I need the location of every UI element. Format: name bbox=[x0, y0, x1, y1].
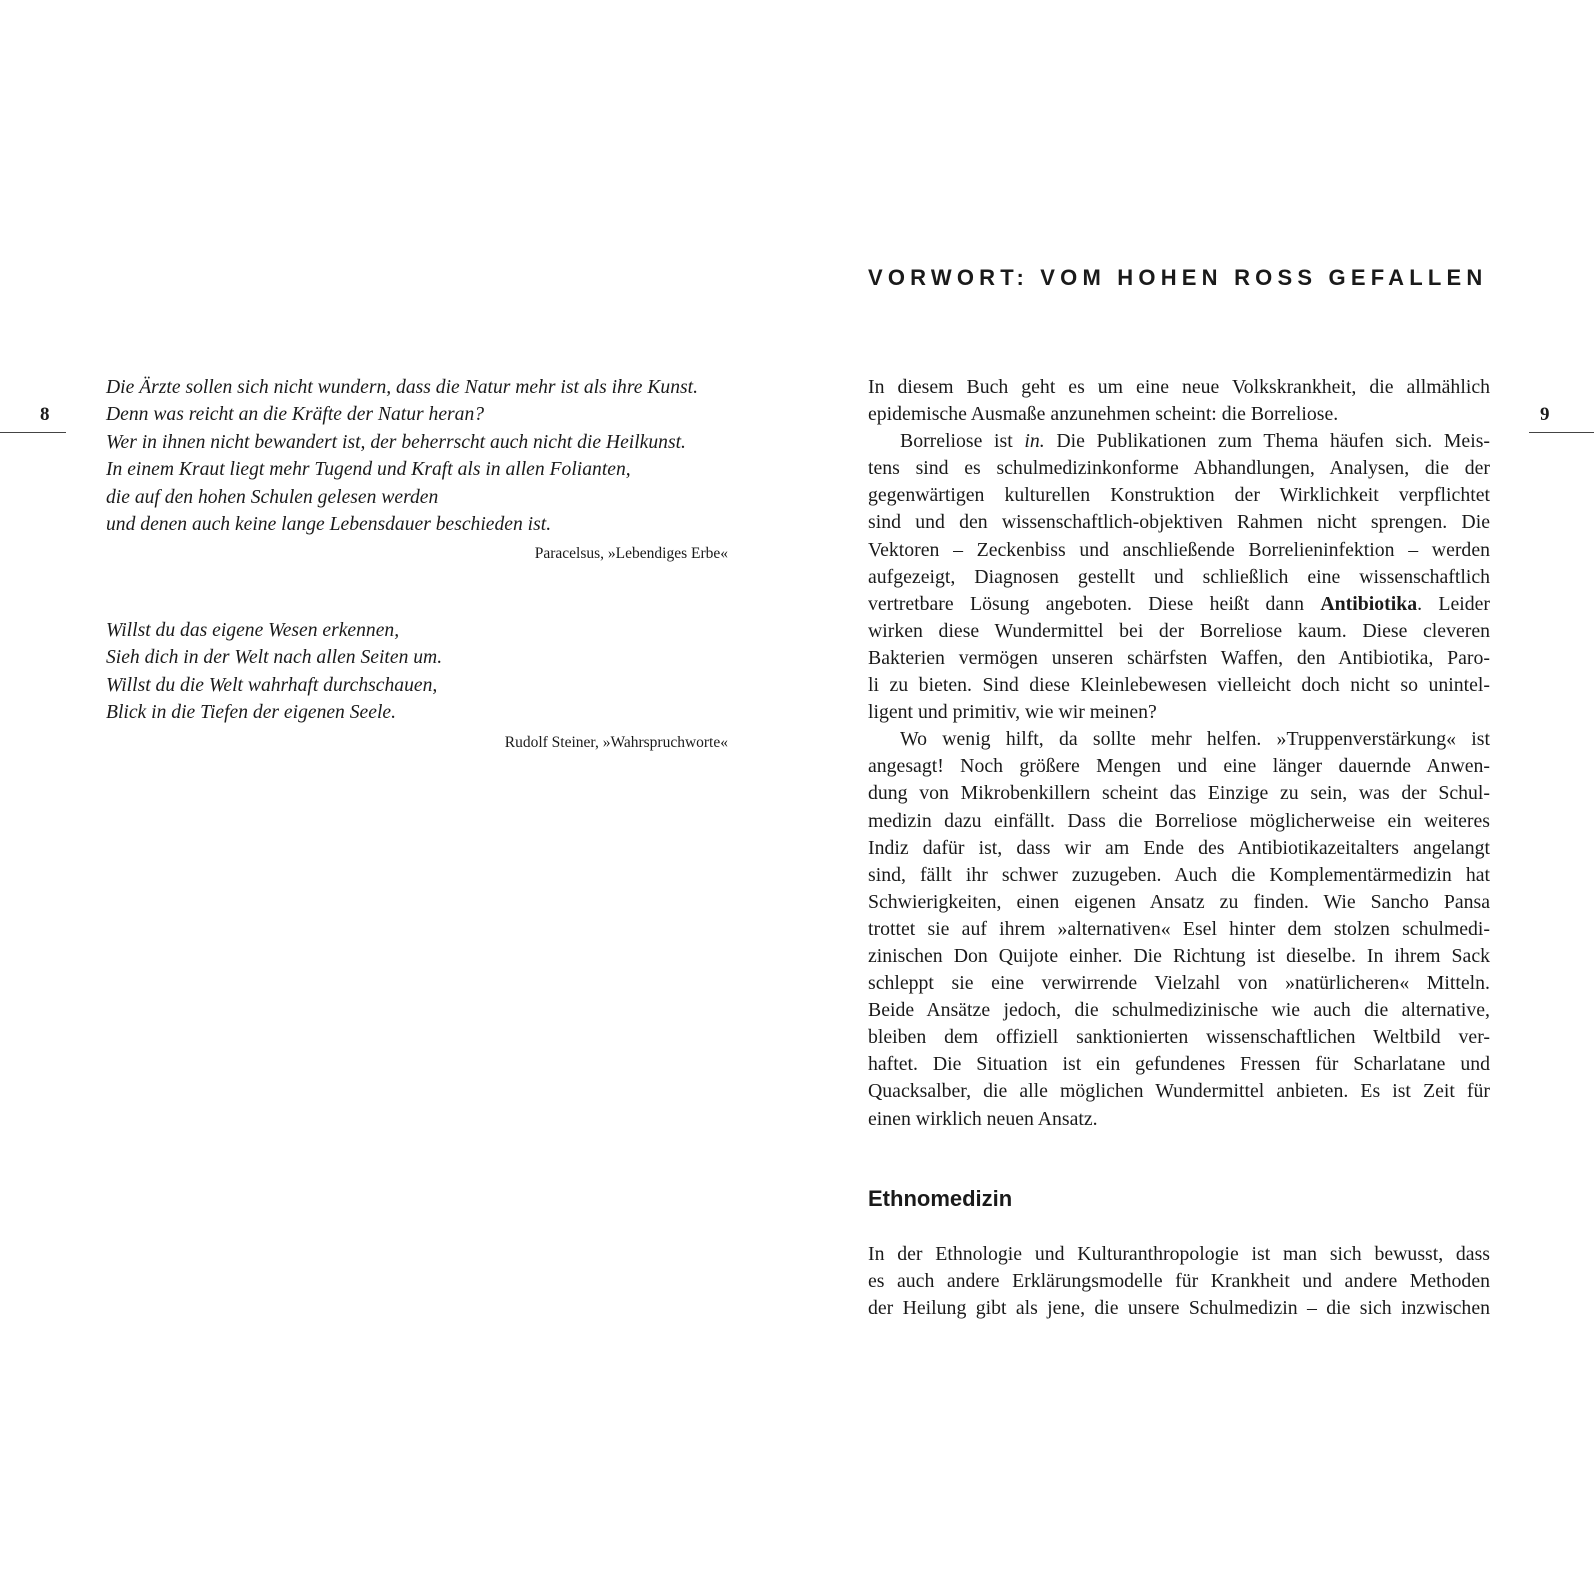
epigraph-source: Paracelsus, »Lebendiges Erbe« bbox=[534, 545, 728, 563]
body-line: ligent und primitiv, wie wir meinen? bbox=[868, 701, 1157, 724]
body-text-ethnomedizin bbox=[868, 1241, 1490, 1322]
epigraph-line: die auf den hohen Schulen gelesen werden bbox=[106, 486, 439, 508]
epigraph-source: Rudolf Steiner, »Wahrspruchworte« bbox=[504, 733, 728, 751]
page-number-rule-left bbox=[0, 432, 66, 433]
body-line: Wo wenig hilft, da sollte mehr helfen. »Truppenverstärkung« ist bbox=[900, 728, 1490, 751]
body-line: gegenwärtigen kulturellen Konstruktion der Wirklichkeit verpflichtet bbox=[868, 484, 1490, 507]
epigraph-lines bbox=[106, 617, 728, 727]
body-line: medizin dazu einfällt. Dass die Borreliose möglicherweise ein weiteres bbox=[868, 809, 1490, 832]
page-number-left: 8 bbox=[40, 404, 50, 425]
body-line: bleiben dem offiziell sanktionierten wissenschaftlichen Weltbild ver- bbox=[868, 1026, 1490, 1049]
epigraph-line: Blick in die Tiefen der eigenen Seele. bbox=[106, 702, 396, 724]
body-line: einen wirklich neuen Ansatz. bbox=[868, 1107, 1098, 1130]
text-run: Die Publikationen zum Thema häufen sich. Meis- bbox=[1044, 430, 1490, 453]
body-line: Schwierigkeiten, einen eigenen Ansatz zu finden. Wie Sancho Pansa bbox=[868, 890, 1490, 913]
chapter-title: VORWORT: VOM HOHEN ROSS GEFALLEN bbox=[868, 265, 1488, 290]
body-line: Bakterien vermögen unseren schärfsten Waffen, den Antibiotika, Paro- bbox=[868, 646, 1490, 669]
epigraph-steiner bbox=[106, 617, 728, 755]
body-line bbox=[868, 428, 1490, 455]
body-line: Beide Ansätze jedoch, die schulmedizinische wie auch die alternative, bbox=[868, 999, 1490, 1022]
body-line: dung von Mikrobenkillern scheint das Einzige zu sein, was der Schul- bbox=[868, 782, 1490, 805]
body-line: epidemische Ausmaße anzunehmen scheint: die Borreliose. bbox=[868, 403, 1339, 426]
body-line: trottet sie auf ihrem »alternativen« Esel hinter dem stolzen schulmedi- bbox=[868, 917, 1490, 940]
epigraph-line: Denn was reicht an die Kräfte der Natur heran? bbox=[106, 404, 485, 426]
epigraph-line: Willst du das eigene Wesen erkennen, bbox=[106, 620, 400, 641]
body-line: haftet. Die Situation ist ein gefundenes Fressen für Scharlatane und bbox=[868, 1053, 1490, 1076]
body-line: wirken diese Wundermittel bei der Borreliose kaum. Diese cleveren bbox=[868, 619, 1490, 642]
epigraph-lines bbox=[106, 374, 728, 538]
epigraph-line: Die Ärzte sollen sich nicht wundern, dass die Natur mehr ist als ihre Kunst. bbox=[106, 377, 698, 398]
body-line: es auch andere Erklärungsmodelle für Krankheit und andere Methoden bbox=[868, 1270, 1490, 1293]
epigraph-line: Willst du die Welt wahrhaft durchschauen, bbox=[106, 674, 438, 696]
epigraph-line: In einem Kraut liegt mehr Tugend und Kraft als in allen Folianten, bbox=[106, 459, 631, 481]
body-line: Vektoren – Zeckenbiss und anschließende Borrelieninfektion – werden bbox=[868, 538, 1490, 561]
body-line: Indiz dafür ist, dass wir am Ende des Antibiotikazeitalters angelangt bbox=[868, 836, 1490, 859]
body-line: zinischen Don Quijote einher. Die Richtung ist dieselbe. In ihrem Sack bbox=[868, 944, 1490, 967]
epigraph-line: und denen auch keine lange Lebensdauer beschieden ist. bbox=[106, 514, 552, 536]
body-line: schleppt sie eine verwirrende Vielzahl von »natürlicheren« Mitteln. bbox=[868, 972, 1490, 995]
body-line: angesagt! Noch größere Mengen und eine länger dauernde Anwen- bbox=[868, 755, 1490, 778]
page-number-right: 9 bbox=[1540, 404, 1550, 425]
body-line: In diesem Buch geht es um eine neue Volkskrankheit, die allmählich bbox=[868, 376, 1490, 398]
body-line: sind und den wissenschaftlich-objektiven Rahmen nicht sprengen. Die bbox=[868, 511, 1490, 534]
epigraph-line: Wer in ihnen nicht bewandert ist, der beherrscht auch nicht die Heilkunst. bbox=[106, 431, 686, 453]
body-line: li zu bieten. Sind diese Kleinlebewesen vielleicht doch nicht so unintel- bbox=[868, 674, 1490, 697]
epigraph-line: Sieh dich in der Welt nach allen Seiten um. bbox=[106, 647, 443, 669]
body-line bbox=[868, 591, 1490, 618]
body-line: Quacksalber, die alle möglichen Wundermittel anbieten. Es ist Zeit für bbox=[868, 1080, 1490, 1103]
emphasis: in. bbox=[1024, 430, 1045, 453]
body-line: In der Ethnologie und Kulturanthropologie ist man sich bewusst, dass bbox=[868, 1243, 1490, 1265]
body-line: tens sind es schulmedizinkonforme Abhandlungen, Analysen, die der bbox=[868, 457, 1490, 480]
epigraph-paracelsus bbox=[106, 374, 728, 566]
page-number-rule-right bbox=[1529, 432, 1594, 433]
body-line: sind, fällt ihr schwer zuzugeben. Auch die Komplementärmedizin hat bbox=[868, 863, 1490, 886]
text-run: Borreliose ist bbox=[900, 430, 1025, 453]
section-heading: Ethnomedizin bbox=[868, 1186, 1013, 1211]
body-line: der Heilung gibt als jene, die unsere Schulmedizin – die sich inzwischen bbox=[868, 1297, 1490, 1320]
body-text-intro bbox=[868, 374, 1490, 1133]
bold-term: Antibiotika bbox=[1320, 592, 1418, 615]
text-run: . Leider bbox=[1417, 592, 1491, 615]
text-run: vertretbare Lösung angeboten. Diese heißt dann bbox=[868, 592, 1321, 615]
body-line: aufgezeigt, Diagnosen gestellt und schließlich eine wissenschaftlich bbox=[868, 565, 1490, 588]
